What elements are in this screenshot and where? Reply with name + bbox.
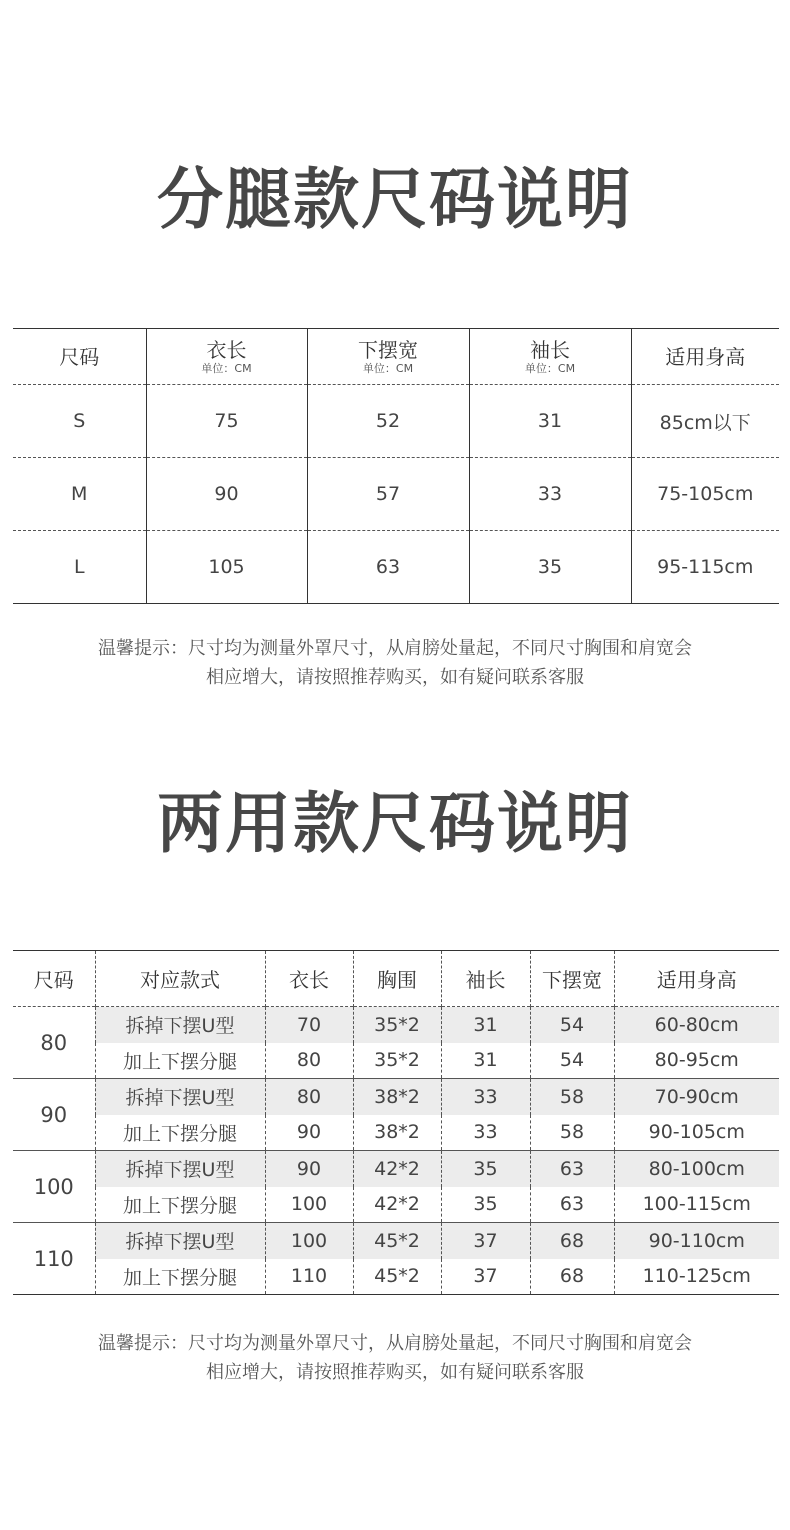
cell-hem: 57	[307, 458, 469, 531]
cell-style: 拆掉下摆U型	[95, 1079, 265, 1115]
cell-height: 90-110cm	[614, 1223, 779, 1259]
cell-height: 95-115cm	[657, 556, 754, 578]
table-row	[13, 1187, 779, 1223]
cell-size: L	[13, 531, 146, 604]
cell-style: 加上下摆分腿	[95, 1259, 265, 1295]
cell-sleeve: 31	[441, 1043, 530, 1079]
cell-chest: 45*2	[353, 1223, 441, 1259]
header-sleeve: 袖长	[441, 951, 530, 1007]
header-size: 尺码	[13, 329, 146, 385]
cell-size: 90	[13, 1079, 95, 1151]
section2-title: 两用款尺码说明	[157, 785, 633, 862]
cell-sleeve: 35	[441, 1151, 530, 1187]
header-length: 衣长 单位：CM	[146, 329, 307, 385]
note-line: 温馨提示：尺寸均为测量外罩尺寸，从肩膀处量起，不同尺寸胸围和肩宽会	[98, 1333, 692, 1354]
table-header-row	[13, 329, 779, 385]
unit-label: 单位：CM	[201, 361, 252, 375]
table-header-row	[13, 951, 779, 1007]
cell-height: 100-115cm	[642, 1193, 751, 1216]
cell-length: 80	[265, 1043, 353, 1079]
header-sleeve: 袖长 单位：CM	[469, 329, 631, 385]
cell-height: 90-105cm	[648, 1121, 745, 1144]
size-table-split-leg	[13, 328, 779, 604]
unit-label: 单位：CM	[524, 361, 576, 375]
cell-height: 85cm以下	[659, 411, 751, 434]
cell-sleeve: 35	[441, 1187, 530, 1223]
header-hem: 下摆宽	[530, 951, 614, 1007]
cell-hem: 58	[530, 1115, 614, 1151]
unit-label: 单位：CM	[362, 361, 414, 375]
cell-length: 110	[265, 1259, 353, 1295]
cell-hem: 63	[530, 1151, 614, 1187]
table-row	[13, 1079, 779, 1115]
cell-hem: 58	[530, 1079, 614, 1115]
note-line: 温馨提示：尺寸均为测量外罩尺寸，从肩膀处量起，不同尺寸胸围和肩宽会	[98, 638, 692, 659]
cell-hem: 63	[530, 1187, 614, 1223]
table-row	[13, 1007, 779, 1043]
cell-size: S	[13, 385, 146, 458]
table-row	[13, 531, 779, 604]
header-chest: 胸围	[353, 951, 441, 1007]
cell-style: 拆掉下摆U型	[95, 1007, 265, 1043]
cell-style: 加上下摆分腿	[95, 1187, 265, 1223]
size-table-dual-use	[13, 950, 779, 1295]
header-height: 适用身高	[665, 344, 746, 369]
cell-height: 80-100cm	[614, 1151, 779, 1187]
cell-chest: 35*2	[353, 1007, 441, 1043]
cell-hem: 68	[530, 1223, 614, 1259]
cell-length: 80	[265, 1079, 353, 1115]
cell-size: 80	[13, 1007, 95, 1079]
table-row	[13, 1043, 779, 1079]
cell-height: 75-105cm	[657, 483, 754, 505]
cell-sleeve: 33	[469, 458, 631, 531]
size-note	[0, 1329, 790, 1387]
cell-length: 100	[265, 1187, 353, 1223]
cell-length: 100	[265, 1223, 353, 1259]
cell-sleeve: 37	[441, 1259, 530, 1295]
cell-chest: 42*2	[353, 1151, 441, 1187]
header-size: 尺码	[13, 951, 95, 1007]
cell-height: 80-95cm	[654, 1049, 739, 1072]
cell-chest: 42*2	[353, 1187, 441, 1223]
header-hem: 下摆宽 单位：CM	[307, 329, 469, 385]
cell-length: 105	[146, 531, 307, 604]
cell-sleeve: 33	[441, 1115, 530, 1151]
cell-hem: 54	[530, 1043, 614, 1079]
header-height: 适用身高	[656, 968, 737, 992]
cell-sleeve: 35	[469, 531, 631, 604]
cell-chest: 38*2	[353, 1115, 441, 1151]
table-row	[13, 1115, 779, 1151]
note-line: 相应增大，请按照推荐购买，如有疑问联系客服	[206, 1362, 584, 1383]
cell-hem: 52	[307, 385, 469, 458]
section1-title: 分腿款尺码说明	[157, 161, 633, 238]
cell-style: 加上下摆分腿	[95, 1043, 265, 1079]
table-row	[13, 385, 779, 458]
cell-style: 拆掉下摆U型	[95, 1223, 265, 1259]
cell-size: M	[13, 458, 146, 531]
cell-length: 75	[146, 385, 307, 458]
cell-chest: 35*2	[353, 1043, 441, 1079]
cell-chest: 45*2	[353, 1259, 441, 1295]
table-row	[13, 1223, 779, 1259]
cell-height: 110-125cm	[642, 1265, 751, 1288]
cell-length: 90	[146, 458, 307, 531]
cell-height: 60-80cm	[614, 1007, 779, 1043]
cell-sleeve: 37	[441, 1223, 530, 1259]
cell-hem: 68	[530, 1259, 614, 1295]
cell-sleeve: 31	[469, 385, 631, 458]
cell-style: 拆掉下摆U型	[95, 1151, 265, 1187]
cell-sleeve: 33	[441, 1079, 530, 1115]
cell-style: 加上下摆分腿	[95, 1115, 265, 1151]
header-length: 衣长	[265, 951, 353, 1007]
table-row	[13, 1259, 779, 1295]
note-line: 相应增大，请按照推荐购买，如有疑问联系客服	[206, 667, 584, 688]
size-note	[0, 634, 790, 692]
table-row	[13, 1151, 779, 1187]
cell-length: 90	[265, 1115, 353, 1151]
cell-size: 110	[13, 1223, 95, 1295]
cell-length: 70	[265, 1007, 353, 1043]
cell-size: 100	[13, 1151, 95, 1223]
cell-hem: 63	[307, 531, 469, 604]
cell-sleeve: 31	[441, 1007, 530, 1043]
header-style: 对应款式	[95, 951, 265, 1007]
cell-height: 70-90cm	[614, 1079, 779, 1115]
cell-chest: 38*2	[353, 1079, 441, 1115]
cell-hem: 54	[530, 1007, 614, 1043]
table-row	[13, 458, 779, 531]
cell-length: 90	[265, 1151, 353, 1187]
